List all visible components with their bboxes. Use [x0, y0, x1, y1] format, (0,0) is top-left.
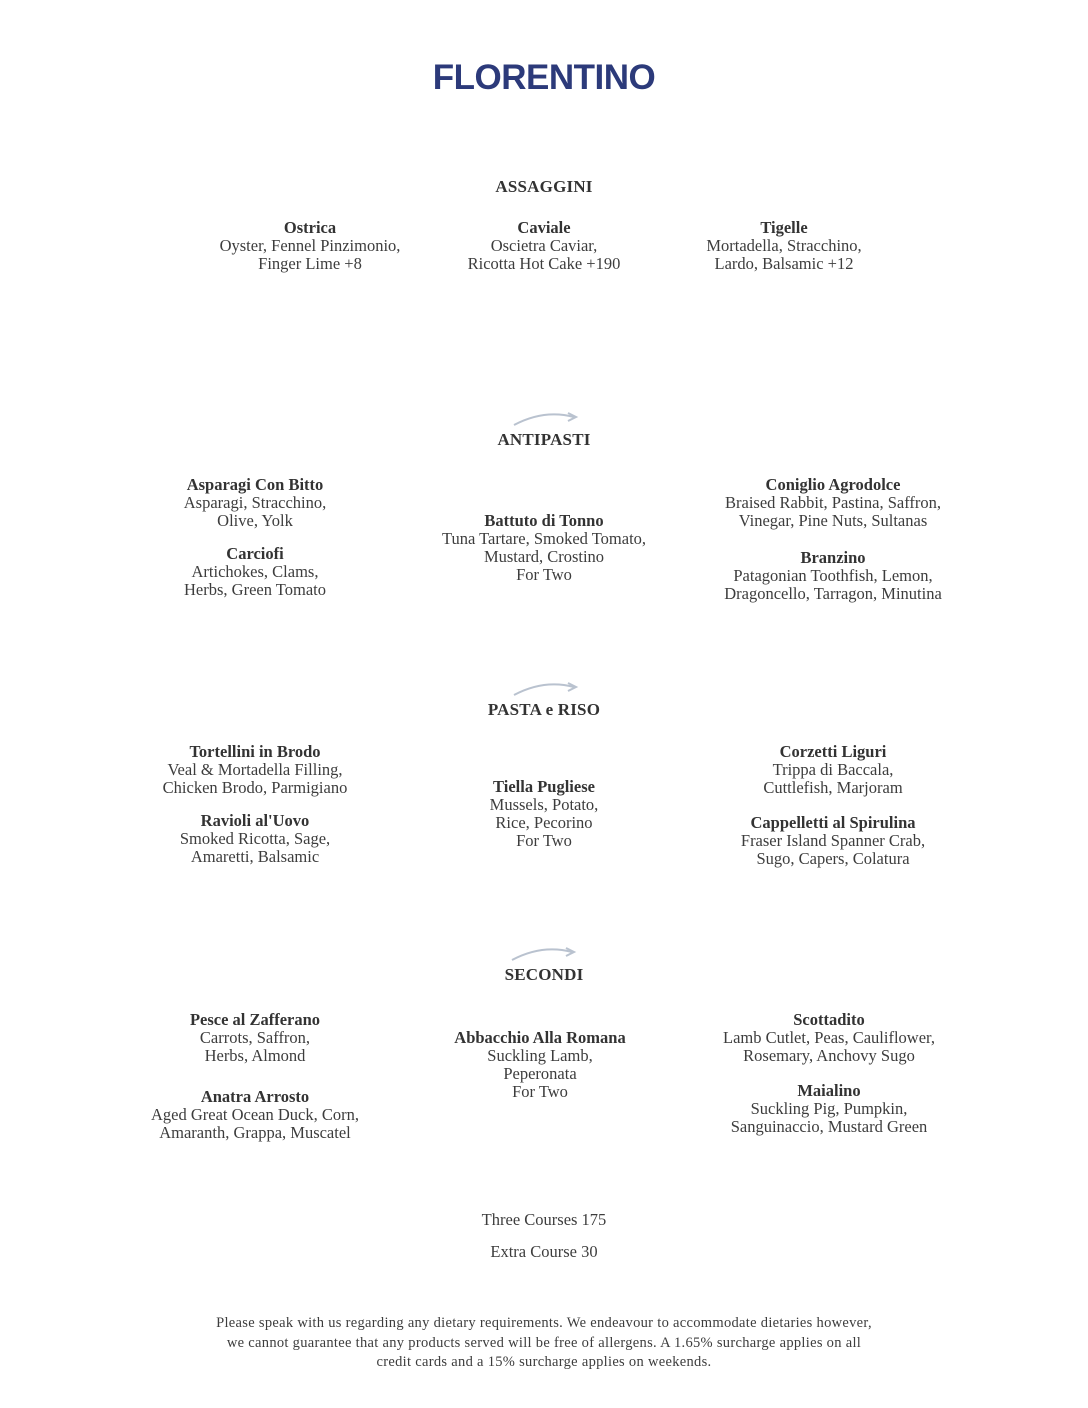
item-name: Branzino: [800, 548, 866, 567]
item-desc: Rice, Pecorino: [495, 813, 593, 832]
item-name: Abbacchio Alla Romana: [454, 1028, 626, 1047]
menu-item-scottadito: [684, 1011, 974, 1065]
item-desc: Mussels, Potato,: [489, 795, 599, 814]
item-desc: For Two: [512, 1082, 568, 1101]
section-title-pasta-e-riso: PASTA e RISO: [487, 700, 601, 719]
menu-item-tortellini: [110, 743, 400, 797]
restaurant-logo: FLORENTINO: [432, 58, 656, 97]
item-name: Ostrica: [283, 218, 337, 237]
item-desc: Peperonata: [503, 1064, 577, 1083]
menu-item-maialino: [684, 1082, 974, 1136]
menu-item-abbacchio: [396, 1029, 684, 1101]
item-desc: Amaretti, Balsamic: [190, 847, 320, 866]
item-name: Corzetti Liguri: [779, 742, 887, 761]
item-desc: Tuna Tartare, Smoked Tomato,: [441, 529, 647, 548]
item-desc: Patagonian Toothfish, Lemon,: [733, 566, 933, 585]
menu-item-tiella-pugliese: [400, 778, 688, 850]
swoosh-divider-icon: [510, 677, 580, 701]
item-name: Coniglio Agrodolce: [765, 475, 901, 494]
item-desc: Amaranth, Grappa, Muscatel: [159, 1123, 351, 1142]
item-desc: For Two: [516, 565, 572, 584]
item-name: Ravioli al'Uovo: [200, 811, 310, 830]
item-desc: Chicken Brodo, Parmigiano: [162, 778, 348, 797]
item-desc: Suckling Pig, Pumpkin,: [750, 1099, 908, 1118]
dietary-notice-line: we cannot guarantee that any products served will be free of allergens. A 1.65% surcharge applies on all: [226, 1334, 862, 1351]
item-name: Tigelle: [760, 218, 808, 237]
item-name: Asparagi Con Bitto: [186, 475, 324, 494]
menu-item-tigelle: [664, 219, 904, 273]
menu-item-ravioli: [110, 812, 400, 866]
item-desc: Braised Rabbit, Pastina, Saffron,: [725, 493, 941, 512]
item-desc: Herbs, Green Tomato: [184, 580, 326, 599]
item-desc: Rosemary, Anchovy Sugo: [743, 1046, 915, 1065]
menu-item-asparagi: [110, 476, 400, 530]
item-desc: Finger Lime +8: [258, 254, 362, 273]
item-name: Carciofi: [226, 544, 284, 563]
item-desc: Sanguinaccio, Mustard Green: [730, 1117, 928, 1136]
item-desc: Mustard, Crostino: [483, 547, 605, 566]
item-desc: Herbs, Almond: [204, 1046, 306, 1065]
item-desc: Trippa di Baccala,: [772, 760, 894, 779]
item-name: Battuto di Tonno: [484, 511, 604, 530]
item-name: Anatra Arrosto: [200, 1087, 310, 1106]
item-desc: Dragoncello, Tarragon, Minutina: [724, 584, 942, 603]
menu-item-cappelletti: [688, 814, 978, 868]
item-desc: Smoked Ricotta, Sage,: [179, 829, 331, 848]
dietary-notice: [150, 1314, 938, 1373]
section-title-secondi: SECONDI: [504, 965, 584, 984]
item-desc: Suckling Lamb,: [487, 1046, 593, 1065]
section-title-antipasti: ANTIPASTI: [497, 430, 591, 449]
menu-item-pesce-al-zafferano: [110, 1011, 400, 1065]
item-desc: Veal & Mortadella Filling,: [167, 760, 343, 779]
swoosh-divider-icon: [510, 407, 580, 431]
item-name: Tiella Pugliese: [493, 777, 595, 796]
item-desc: Aged Great Ocean Duck, Corn,: [150, 1105, 359, 1124]
dietary-notice-line: Please speak with us regarding any dietary requirements. We endeavour to accommodate dietaries however,: [216, 1315, 872, 1331]
dietary-notice-line: credit cards and a 15% surcharge applies on weekends.: [376, 1354, 712, 1370]
item-name: Maialino: [797, 1081, 861, 1100]
menu-item-carciofi: [110, 545, 400, 599]
menu-item-battuto-di-tonno: [400, 512, 688, 584]
swoosh-divider-icon: [508, 942, 578, 966]
item-desc: Cuttlefish, Marjoram: [763, 778, 903, 797]
item-name: Scottadito: [793, 1010, 865, 1029]
price-three-courses: Three Courses 175: [481, 1210, 607, 1229]
item-desc: Fraser Island Spanner Crab,: [740, 831, 926, 850]
item-name: Pesce al Zafferano: [189, 1010, 321, 1029]
item-name: Caviale: [517, 218, 571, 237]
item-name: Tortellini in Brodo: [189, 742, 321, 761]
item-desc: Oscietra Caviar,: [490, 236, 598, 255]
menu-item-caviale: [424, 219, 664, 273]
menu-item-corzetti: [688, 743, 978, 797]
item-desc: Ricotta Hot Cake +190: [467, 254, 621, 273]
menu-item-coniglio: [688, 476, 978, 530]
item-desc: Lamb Cutlet, Peas, Cauliflower,: [723, 1028, 935, 1047]
item-desc: Carrots, Saffron,: [199, 1028, 311, 1047]
section-title-assaggini: ASSAGGINI: [495, 177, 593, 196]
item-desc: Vinegar, Pine Nuts, Sultanas: [738, 511, 928, 530]
price-extra-course: Extra Course 30: [490, 1242, 598, 1261]
item-desc: Mortadella, Stracchino,: [706, 236, 862, 255]
item-desc: Oyster, Fennel Pinzimonio,: [219, 236, 401, 255]
menu-item-anatra-arrosto: [110, 1088, 400, 1142]
item-desc: Olive, Yolk: [217, 511, 293, 530]
menu-item-ostrica: [190, 219, 430, 273]
menu-item-branzino: [688, 549, 978, 603]
item-desc: Artichokes, Clams,: [191, 562, 319, 581]
item-name: Cappelletti al Spirulina: [750, 813, 916, 832]
item-desc: Sugo, Capers, Colatura: [756, 849, 910, 868]
item-desc: Asparagi, Stracchino,: [183, 493, 327, 512]
item-desc: For Two: [516, 831, 572, 850]
item-desc: Lardo, Balsamic +12: [714, 254, 854, 273]
